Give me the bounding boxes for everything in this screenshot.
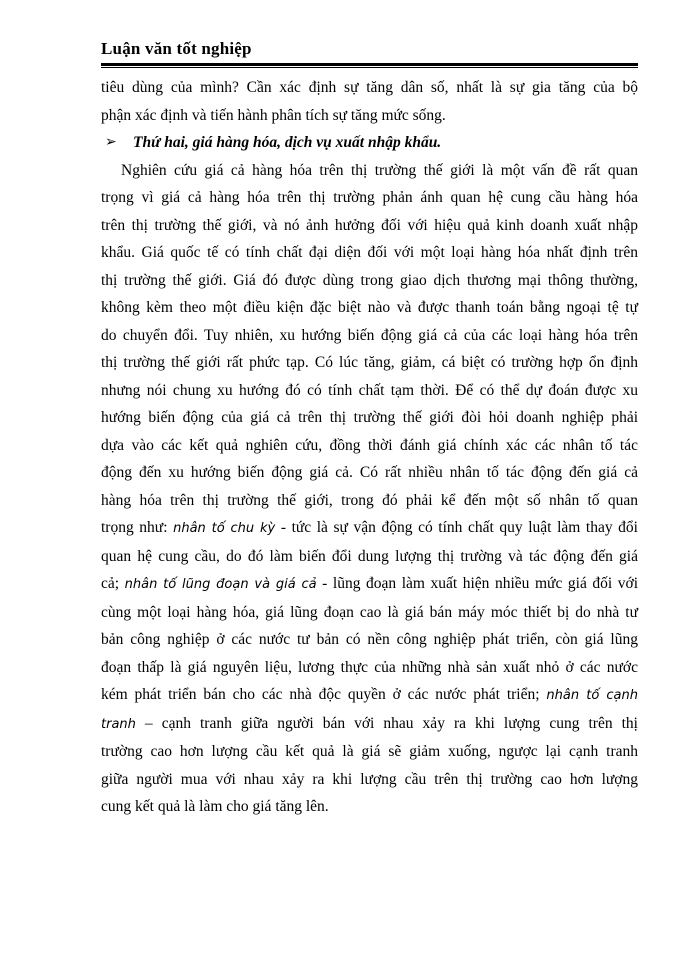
text-line (101, 514, 638, 543)
text-line: thị trường thế giới rất phức tạp. Có lúc tăng, giảm, cá biệt có trường hợp ổn định (101, 354, 638, 371)
text-line: giữa người mua với nhau xảy ra khi lượng cầu trên thị trường cao hơn lượng (101, 770, 638, 788)
text-line (101, 681, 638, 710)
body-paragraph (101, 157, 638, 821)
intro-paragraph (101, 74, 638, 129)
text-segment: - tức là sự vận động có tính chất quy luật làm thay đổi (275, 519, 638, 536)
text-line: do chuyển đổi. Tuy nhiên, xu hướng biến động giá cả của các loại hàng hóa trên (101, 326, 638, 344)
arrowhead-icon: ➢ (105, 134, 117, 150)
text-line: không kèm theo một điều kiện đặc biệt nào và được thanh toán bằng ngoại tệ tự (101, 299, 638, 316)
section-heading-text: Thứ hai, giá hàng hóa, dịch vụ xuất nhập khẩu. (133, 134, 442, 151)
document-title: Luận văn tốt nghiệp (101, 39, 252, 58)
page-header (101, 38, 638, 68)
text-line: đoạn thấp là giá nguyên liệu, lương thực của những nhà sản xuất nhỏ ở các nước (101, 658, 638, 676)
text-line: hướng biến động của giá cả trên thị trường thế giới đòi hỏi doanh nghiệp phải (101, 409, 638, 426)
text-line: bản công nghiệp ở các nước tư bản có nền công nghiệp phát triển, còn giá lũng (101, 631, 638, 648)
text-line: phận xác định và tiến hành phân tích sự tăng mức sống. (101, 106, 446, 124)
text-line: cùng một loại hàng hóa, giá lũng đoạn cao là giá bán máy móc thiết bị do nhà tư (101, 603, 638, 621)
section-heading (101, 129, 638, 157)
text-line: trên thị trường thế giới, và nó ảnh hưởng đối với hiệu quả kinh doanh xuất nhập (101, 216, 638, 234)
italic-term: nhân tố chu kỳ (173, 521, 276, 536)
text-line: trường cao hơn lượng cầu kết quả là giá sẽ giảm xuống, ngược lại cạnh tranh (101, 743, 638, 760)
text-segment: – cạnh tranh giữa người bán với nhau xảy ra khi lượng cung trên thị (135, 714, 638, 732)
document-body (101, 74, 638, 821)
text-line: tiêu dùng của mình? Cần xác định sự tăng dân số, nhất là sự gia tăng của bộ (101, 79, 638, 96)
text-line: nhưng nói chung xu hướng đó có tính chất tạm thời. Để có thể dự đoán được xu (101, 381, 638, 399)
text-line: hàng hóa trên thị trường thế giới, trong đó phải kể đến một số nhân tố quan (101, 491, 638, 509)
text-line (101, 570, 638, 599)
italic-term: tranh (101, 716, 136, 732)
text-segment: cả; (101, 575, 125, 592)
text-line: quan hệ cung cầu, do đó làm biến đổi dung lượng thị trường và tác động đến giá (101, 547, 638, 565)
text-line: cung kết quả là làm cho giá tăng lên. (101, 798, 329, 815)
text-segment: trọng như: (101, 519, 174, 536)
text-line: Nghiên cứu giá cả hàng hóa trên thị trường thế giới là một vấn đề rất quan (121, 161, 638, 179)
italic-term: nhân tố lũng đoạn và giá cả (124, 577, 317, 592)
text-line: khẩu. Giá quốc tế có tính chất đại diện đối với một loại hàng hóa nhất định trên (101, 244, 638, 261)
header-divider (101, 63, 638, 68)
text-segment: - lũng đoạn làm xuất hiện nhiều mức giá đối với (316, 575, 638, 592)
text-segment: kém phát triển bán cho các nhà độc quyền ở các nước phát triển; (101, 686, 547, 703)
text-line: dựa vào các kết quả nghiên cứu, đồng thời đánh giá chính xác các nhân tố tác (101, 436, 638, 454)
italic-term: nhân tố cạnh (546, 688, 638, 703)
text-line: động đến xu hướng biến động giá cả. Có rất nhiều nhân tố tác động đến giá cả (101, 464, 638, 481)
text-line (101, 710, 638, 739)
text-line: thị trường thế giới. Giá đó được dùng trong giao dịch thương mại thông thường, (101, 271, 638, 289)
text-line: trọng vì giá cả hàng hóa trên thị trường phản ánh quan hệ cung cầu hàng hóa (101, 189, 638, 206)
